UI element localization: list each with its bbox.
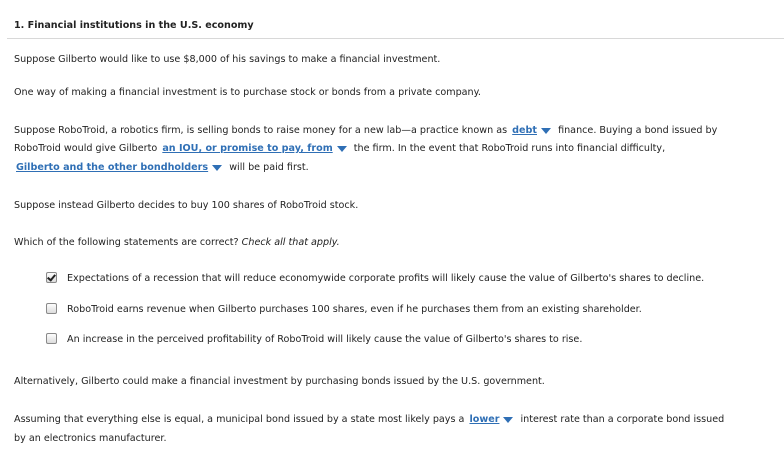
text-segment: the firm. In the event that RoboTroid runs into financial difficulty, xyxy=(353,143,666,154)
chevron-down-icon xyxy=(541,128,551,134)
option-recession[interactable] xyxy=(46,272,704,284)
bond-meaning-dropdown[interactable] xyxy=(162,143,348,154)
dropdown-value: Gilberto and the other bondholders xyxy=(16,162,209,173)
dropdown-value: lower xyxy=(469,414,500,425)
option-profitability[interactable] xyxy=(46,333,582,345)
text-segment: interest rate than a corporate bond issued xyxy=(520,414,725,425)
chevron-down-icon xyxy=(337,146,347,152)
option-label: An increase in the perceived profitability of RoboTroid will likely cause the value of Gilberto's shares to rise. xyxy=(67,334,583,345)
option-label: RoboTroid earns revenue when Gilberto purchases 100 shares, even if he purchases them from an existing shareholder. xyxy=(67,304,642,315)
chevron-down-icon xyxy=(503,417,513,423)
paragraph-shares: Suppose instead Gilberto decides to buy 100 shares of RoboTroid stock. xyxy=(14,200,359,211)
option-revenue[interactable] xyxy=(46,303,642,315)
paragraph-municipal-line-2: by an electronics manufacturer. xyxy=(14,433,167,444)
question-text: Which of the following statements are correct? xyxy=(14,237,239,248)
paragraph-bonds-line-3 xyxy=(16,162,309,173)
checkbox[interactable] xyxy=(46,333,57,344)
chevron-down-icon xyxy=(212,165,222,171)
text-segment: RoboTroid would give Gilberto xyxy=(14,143,158,154)
paragraph-investment-way: One way of making a financial investment is to purchase stock or bonds from a private company. xyxy=(14,87,481,98)
text-segment: Assuming that everything else is equal, a municipal bond issued by a state most likely pays a xyxy=(14,414,465,425)
title-divider xyxy=(7,38,784,39)
dropdown-value: an IOU, or promise to pay, from xyxy=(162,143,333,154)
dropdown-value: debt xyxy=(512,125,537,136)
option-label: Expectations of a recession that will reduce economywide corporate profits will likely cause the value of Gilberto's shares to decline. xyxy=(67,273,705,284)
text-segment: finance. Buying a bond issued by xyxy=(558,125,718,136)
interest-rate-dropdown[interactable] xyxy=(469,414,515,425)
text-segment: Suppose RoboTroid, a robotics firm, is selling bonds to raise money for a new lab—a practice known as xyxy=(14,125,508,136)
finance-type-dropdown[interactable] xyxy=(512,125,553,136)
question-title: 1. Financial institutions in the U.S. economy xyxy=(14,20,254,31)
text-segment: will be paid first. xyxy=(229,162,309,173)
question-instruction: Check all that apply. xyxy=(241,237,340,248)
checkbox-checked[interactable] xyxy=(46,272,57,283)
paragraph-bonds-line-2 xyxy=(14,143,665,154)
paragraph-bonds-line-1 xyxy=(14,125,717,136)
paragraph-savings: Suppose Gilberto would like to use $8,000 of his savings to make a financial investment. xyxy=(14,54,441,65)
checkbox[interactable] xyxy=(46,303,57,314)
paragraph-government-bonds: Alternatively, Gilberto could make a financial investment by purchasing bonds issued by the U.S. government. xyxy=(14,376,545,387)
question-prompt xyxy=(14,237,340,248)
paid-first-dropdown[interactable] xyxy=(16,162,224,173)
paragraph-municipal-line-1 xyxy=(14,414,724,425)
